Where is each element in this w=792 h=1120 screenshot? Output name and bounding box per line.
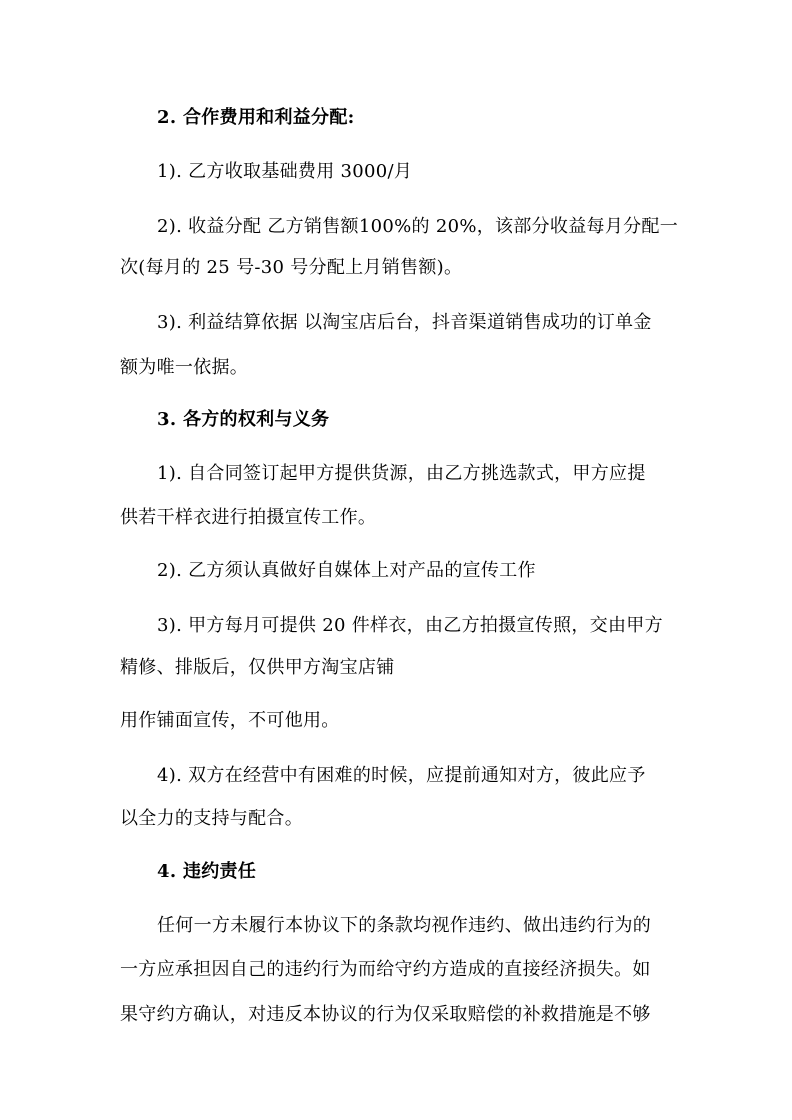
paragraph-line: 1). 自合同签订起甲方提供货源，由乙方挑选款式，甲方应提	[157, 463, 646, 484]
section-heading-rights: 3. 各方的权利与义务	[157, 409, 330, 430]
paragraph-line: 3). 利益结算依据 以淘宝店后台，抖音渠道销售成功的订单金	[157, 312, 652, 333]
paragraph-line: 以全力的支持与配合。	[120, 808, 303, 829]
paragraph-line: 额为唯一依据。	[120, 357, 249, 378]
paragraph-line: 2). 收益分配 乙方销售额100%的 20%，该部分收益每月分配一	[157, 216, 679, 237]
paragraph-line: 2). 乙方须认真做好自媒体上对产品的宣传工作	[157, 560, 536, 581]
section-heading-breach: 4. 违约责任	[157, 861, 257, 882]
paragraph-line: 任何一方未履行本协议下的条款均视作违约、做出违约行为的	[157, 915, 652, 936]
paragraph-line: 一方应承担因自己的违约行为而给守约方造成的直接经济损失。如	[120, 959, 651, 980]
paragraph-line: 次(每月的 25 号-30 号分配上月销售额)。	[120, 257, 463, 278]
paragraph-line: 1). 乙方收取基础费用 3000/月	[157, 161, 413, 182]
paragraph-line: 3). 甲方每月可提供 20 件样衣，由乙方拍摄宣传照，交由甲方	[157, 615, 663, 636]
paragraph-line: 供若干样衣进行拍摄宣传工作。	[120, 507, 377, 528]
paragraph-line: 4). 双方在经营中有困难的时候，应提前通知对方，彼此应予	[157, 765, 646, 786]
paragraph-line: 用作铺面宣传，不可他用。	[120, 710, 340, 731]
paragraph-line: 果守约方确认，对违反本协议的行为仅采取赔偿的补救措施是不够	[120, 1004, 651, 1025]
section-heading-cost: 2. 合作费用和利益分配:	[157, 107, 355, 128]
paragraph-line: 精修、排版后，仅供甲方淘宝店铺	[120, 657, 395, 678]
